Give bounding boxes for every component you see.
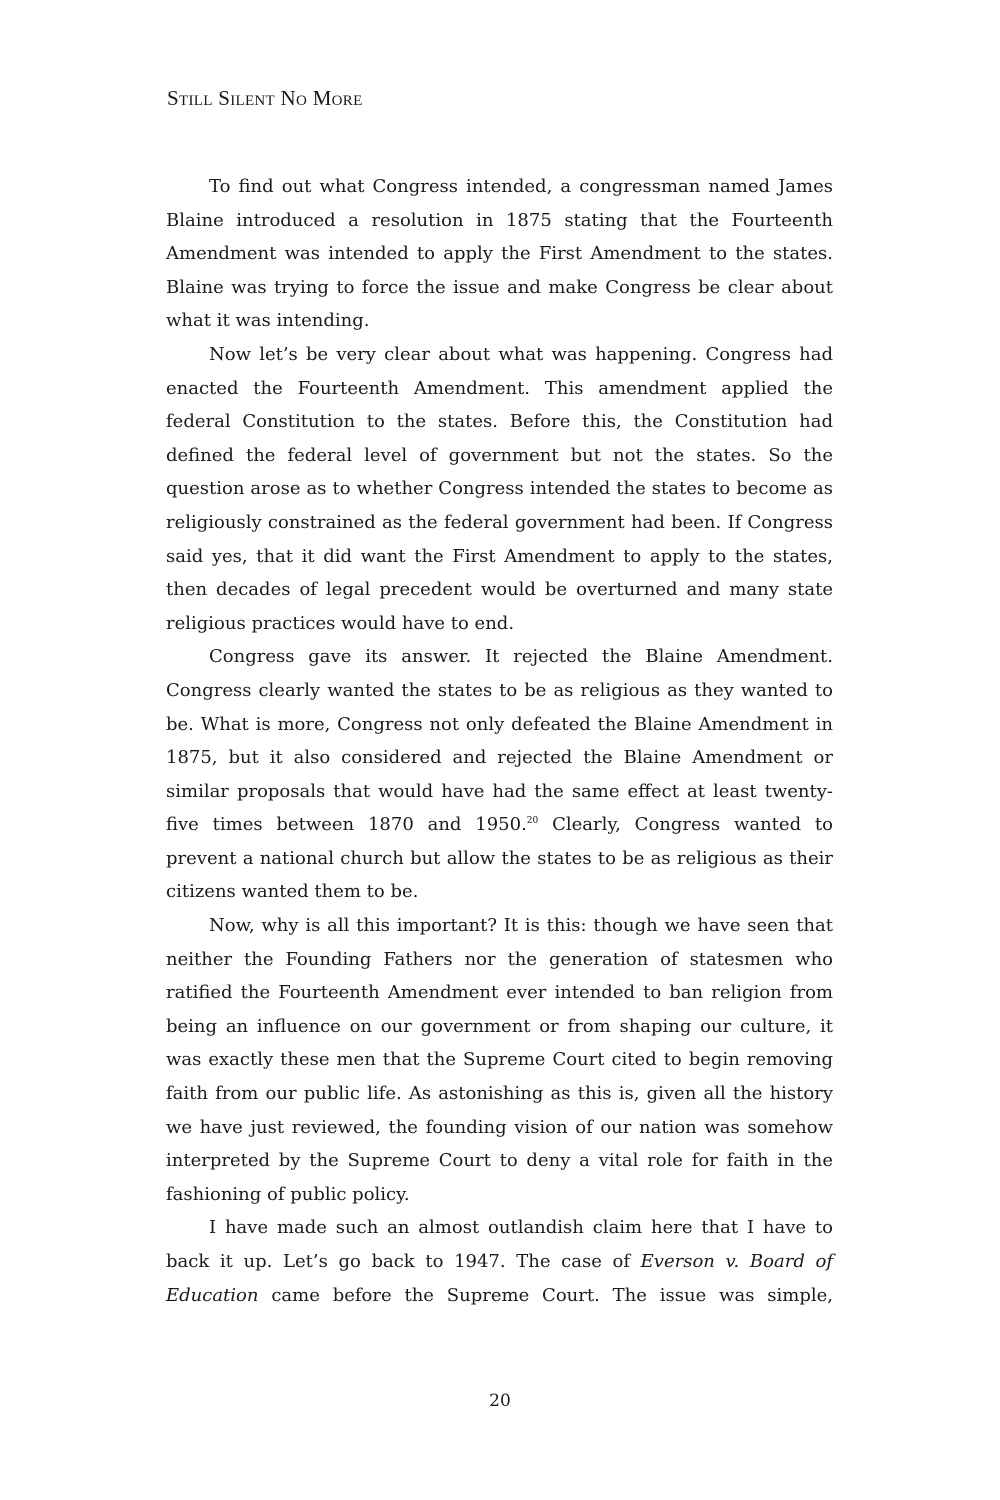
paragraph: To find out what Congress intended, a congressman named James Blaine introduced a resolution in 1875 stating that the Fourteenth Amendment was intended to apply the First Amendment to the states. Blaine was trying to force the issue and make Congress be clear about what it was intending. — [166, 176, 833, 332]
page-number: 20 — [489, 1391, 511, 1411]
footnote-marker[interactable]: 20 — [526, 816, 539, 827]
body-text — [166, 170, 833, 1312]
paragraph-text: came before the Supreme Court. The issue was simple, — [258, 1284, 833, 1306]
running-head: Still Silent No More — [167, 86, 363, 110]
paragraph — [166, 640, 833, 909]
paragraph — [166, 1211, 833, 1312]
paragraph-text: Clearly, Congress wanted to prevent a national church but allow the states to be as religious as their citizens wanted them to be. — [166, 814, 833, 903]
case-name: Everson v. Board of Education — [166, 1251, 833, 1306]
paragraph-text: Congress gave its answer. It rejected the Blaine Amendment. Congress clearly wanted the states to be as religious as they wanted to be. What is more, Congress not only defeated the Blaine Amendment in 1875, but it also considered and rejected the Blaine Amendment or similar proposals that would have had the same effect at least twenty-five times between 1870 and 1950. — [166, 646, 833, 836]
paragraph: Now let’s be very clear about what was happening. Congress had enacted the Fourteenth Amendment. This amendment applied the federal Constitution to the states. Before this, the Constitution had defined the federal level of government but not the states. So the question arose as to whether Congress intended the states to become as religiously constrained as the federal government had been. If Congress said yes, that it did want the First Amendment to apply to the states, then decades of legal precedent would be overturned and many state religious practices would have to end. — [166, 343, 833, 634]
paragraph: Now, why is all this important? It is this: though we have seen that neither the Founding Fathers nor the generation of statesmen who ratified the Fourteenth Amendment ever intended to ban religion from being an influence on our government or from shaping our culture, it was exactly these men that the Supreme Court cited to begin removing faith from our public life. As astonishing as this is, given all the history we have just reviewed, the founding vision of our nation was somehow interpreted by the Supreme Court to deny a vital role for faith in the fashioning of public policy. — [166, 915, 833, 1205]
paragraph-text: I have made such an almost outlandish claim here that I have to back it up. Let’s go back to 1947. The case of — [166, 1217, 833, 1272]
